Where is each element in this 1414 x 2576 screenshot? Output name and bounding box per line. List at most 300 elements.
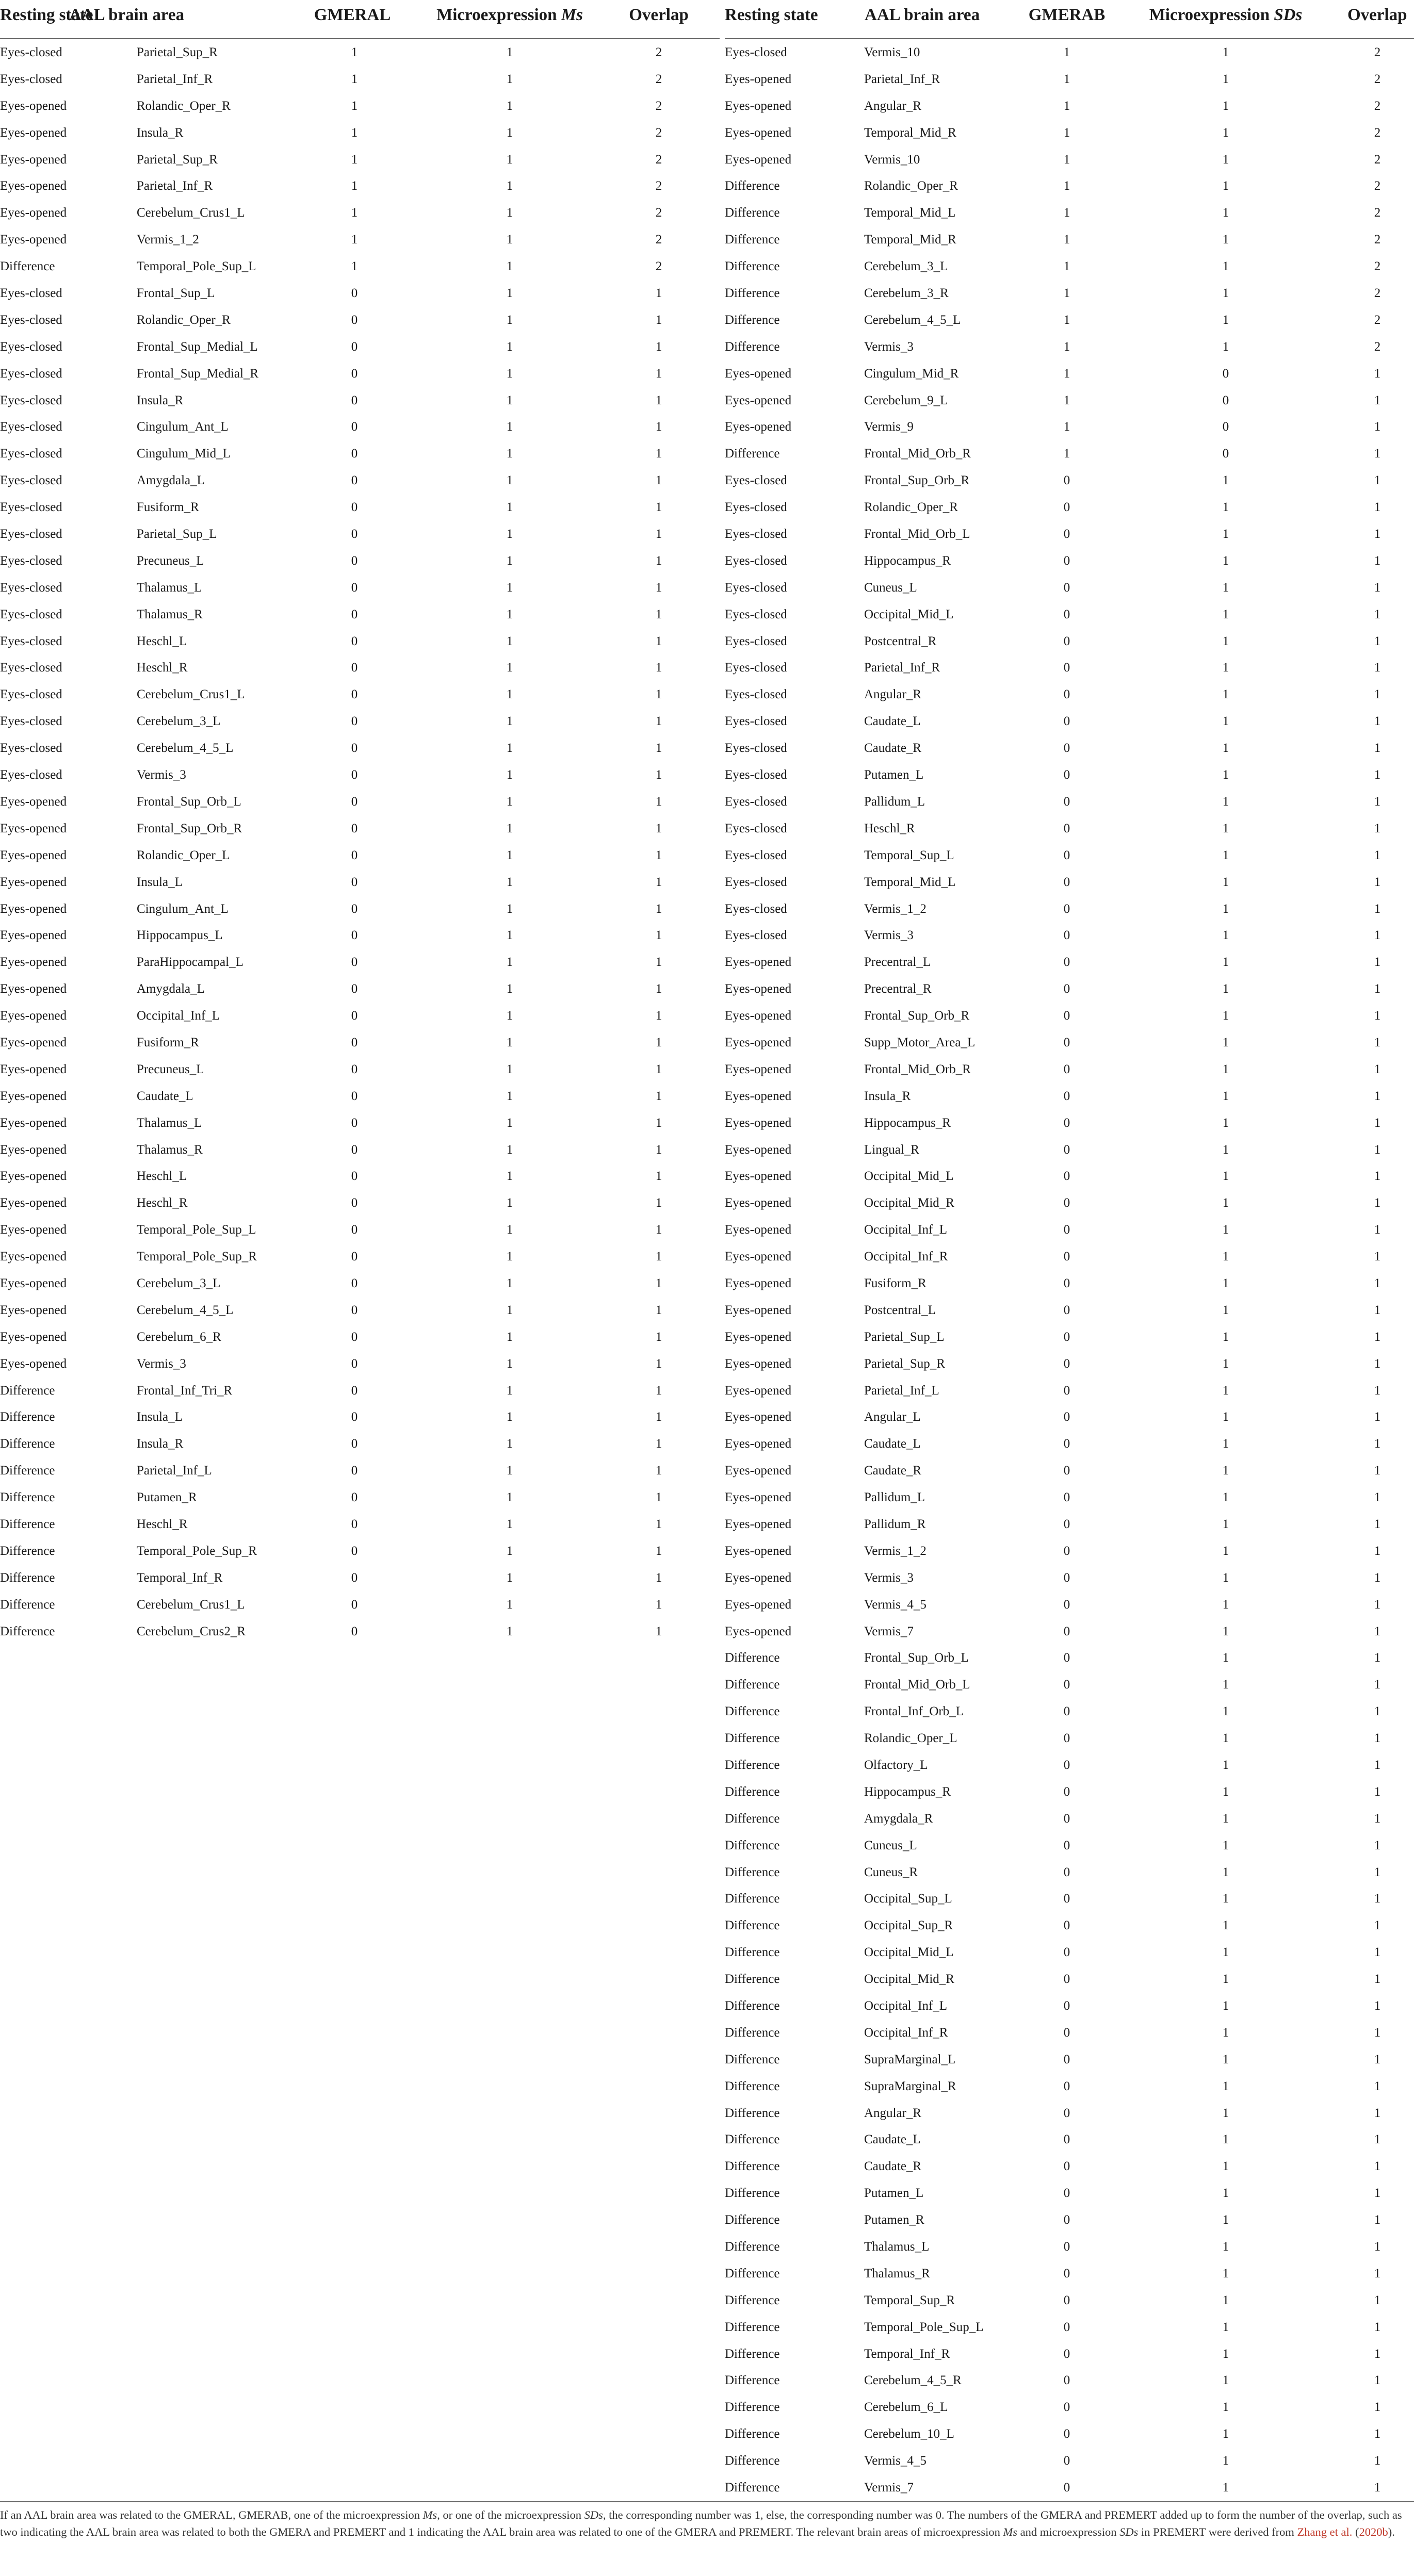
cell-resting-state: Eyes-opened (0, 152, 67, 167)
cell-resting-state: Eyes-opened (725, 982, 792, 996)
cell-microexpression: 1 (506, 955, 513, 970)
cell-gmera: 0 (351, 901, 358, 916)
table-row (725, 226, 1414, 253)
table-row (0, 575, 720, 601)
cell-aal-brain-area: Cuneus_L (864, 580, 917, 595)
cell-aal-brain-area: Thalamus_R (137, 1142, 203, 1157)
cell-gmera: 0 (351, 875, 358, 889)
cell-overlap: 1 (1374, 553, 1381, 568)
table-row (725, 1083, 1414, 1110)
cell-resting-state: Difference (725, 179, 780, 193)
cell-microexpression: 1 (506, 982, 513, 996)
cell-resting-state: Difference (725, 2106, 780, 2120)
cell-resting-state: Eyes-closed (725, 527, 787, 542)
table-row (725, 1538, 1414, 1565)
cell-microexpression: 1 (506, 420, 513, 434)
cell-microexpression: 1 (506, 72, 513, 86)
cell-overlap: 2 (655, 259, 662, 274)
cell-overlap: 1 (1374, 1303, 1381, 1317)
cell-microexpression: 1 (1222, 2025, 1229, 2040)
cell-microexpression: 1 (1222, 1490, 1229, 1505)
cell-aal-brain-area: Precuneus_L (137, 553, 204, 568)
cell-aal-brain-area: Occipital_Mid_R (864, 1972, 954, 1987)
cell-aal-brain-area: Putamen_L (864, 2186, 924, 2201)
cell-resting-state: Eyes-closed (0, 286, 62, 301)
cell-microexpression: 1 (1222, 901, 1229, 916)
cell-microexpression: 1 (1222, 2266, 1229, 2280)
cell-aal-brain-area: Temporal_Mid_L (864, 206, 956, 220)
cell-resting-state: Eyes-opened (725, 1624, 792, 1638)
cell-overlap: 1 (655, 366, 662, 381)
cell-aal-brain-area: Temporal_Inf_R (864, 2347, 950, 2361)
cell-resting-state: Difference (0, 1544, 55, 1558)
cell-overlap: 1 (655, 661, 662, 675)
cell-gmera: 0 (351, 1142, 358, 1157)
cell-gmera: 0 (1063, 2052, 1070, 2066)
cell-microexpression: 1 (1222, 2052, 1229, 2066)
cell-aal-brain-area: Cerebelum_Crus1_L (137, 206, 245, 220)
cell-resting-state: Eyes-closed (725, 741, 787, 756)
cell-overlap: 1 (1374, 1544, 1381, 1558)
cell-resting-state: Eyes-opened (0, 875, 67, 889)
cell-microexpression: 1 (506, 500, 513, 515)
header-microexpression-ms (436, 0, 583, 30)
cell-resting-state: Eyes-closed (725, 607, 787, 621)
cell-overlap: 1 (1374, 2052, 1381, 2066)
cell-overlap: 1 (655, 794, 662, 809)
cell-gmera: 0 (1063, 1918, 1070, 1933)
cell-microexpression: 1 (1222, 1811, 1229, 1826)
cell-microexpression: 1 (1222, 179, 1229, 193)
table-row (0, 307, 720, 334)
cell-resting-state: Difference (725, 2240, 780, 2254)
cell-gmera: 0 (351, 1115, 358, 1130)
cell-gmera: 0 (1063, 2132, 1070, 2147)
cell-resting-state: Difference (725, 2079, 780, 2093)
cell-overlap: 1 (655, 1303, 662, 1317)
cell-gmera: 1 (1063, 313, 1070, 327)
cell-gmera: 0 (1063, 553, 1070, 568)
left-table-body (0, 39, 720, 1645)
cell-microexpression: 1 (506, 527, 513, 542)
cell-gmera: 1 (1063, 339, 1070, 354)
cell-aal-brain-area: Cerebelum_6_L (864, 2400, 948, 2415)
cell-aal-brain-area: Olfactory_L (864, 1758, 928, 1772)
cell-gmera: 0 (1063, 2347, 1070, 2361)
cell-gmera: 0 (1063, 1142, 1070, 1157)
table-row (725, 1966, 1414, 1993)
cell-gmera: 1 (351, 45, 358, 59)
cell-gmera: 0 (1063, 2079, 1070, 2093)
cell-microexpression: 1 (506, 1115, 513, 1130)
cell-overlap: 1 (655, 1383, 662, 1398)
table-bottom-rule (0, 2501, 1414, 2502)
table-row (725, 2314, 1414, 2341)
cell-microexpression: 1 (506, 393, 513, 407)
cell-aal-brain-area: Cingulum_Mid_L (137, 447, 231, 461)
cell-microexpression: 1 (506, 1142, 513, 1157)
table-row (725, 2207, 1414, 2234)
cell-microexpression: 1 (506, 768, 513, 782)
cell-overlap: 1 (655, 741, 662, 756)
cell-resting-state: Eyes-closed (725, 714, 787, 729)
cell-microexpression: 1 (506, 714, 513, 729)
cell-resting-state: Eyes-opened (0, 1330, 67, 1344)
cell-aal-brain-area: Parietal_Inf_R (137, 179, 213, 193)
cell-gmera: 0 (351, 1517, 358, 1531)
table-row (725, 1110, 1414, 1137)
cell-gmera: 0 (351, 527, 358, 542)
cell-overlap: 1 (1374, 1142, 1381, 1157)
table-row (725, 1645, 1414, 1671)
table-row (0, 815, 720, 842)
cell-resting-state: Eyes-opened (0, 1356, 67, 1371)
cell-overlap: 1 (1374, 2347, 1381, 2361)
cell-gmera: 0 (351, 661, 358, 675)
cell-overlap: 1 (1374, 2427, 1381, 2441)
cell-aal-brain-area: Caudate_R (864, 2159, 922, 2174)
cell-overlap: 1 (1374, 1490, 1381, 1505)
cell-microexpression: 1 (1222, 1731, 1229, 1746)
cell-resting-state: Eyes-opened (725, 1250, 792, 1264)
cell-resting-state: Eyes-opened (725, 1490, 792, 1505)
cell-gmera: 0 (1063, 580, 1070, 595)
cell-microexpression: 1 (1222, 152, 1229, 167)
table-row (725, 120, 1414, 146)
right-header-row (725, 0, 1414, 39)
table-row (725, 1698, 1414, 1725)
cell-overlap: 1 (1374, 1223, 1381, 1237)
cell-overlap: 1 (1374, 1972, 1381, 1987)
cell-resting-state: Eyes-opened (0, 206, 67, 220)
left-header-row (0, 0, 720, 39)
table-row (0, 1243, 720, 1270)
cell-resting-state: Eyes-opened (725, 1196, 792, 1210)
cell-overlap: 1 (1374, 473, 1381, 488)
cell-aal-brain-area: Temporal_Mid_R (864, 125, 956, 140)
cell-gmera: 0 (1063, 1784, 1070, 1799)
table-row (725, 521, 1414, 548)
cell-aal-brain-area: Vermis_7 (864, 2481, 914, 2495)
cell-overlap: 1 (655, 955, 662, 970)
table-row (725, 548, 1414, 575)
cell-overlap: 1 (1374, 1464, 1381, 1478)
cell-microexpression: 1 (506, 259, 513, 274)
cell-microexpression: 1 (506, 1089, 513, 1103)
table-row (0, 842, 720, 869)
cell-microexpression: 1 (1222, 2347, 1229, 2361)
cell-gmera: 0 (351, 714, 358, 729)
cell-aal-brain-area: Cerebelum_3_R (864, 286, 949, 301)
cell-gmera: 0 (351, 928, 358, 943)
cell-gmera: 0 (351, 1544, 358, 1558)
cell-aal-brain-area: Occipital_Mid_R (864, 1196, 954, 1210)
cell-microexpression: 1 (506, 1196, 513, 1210)
cell-aal-brain-area: Pallidum_L (864, 794, 925, 809)
cell-resting-state: Eyes-opened (0, 179, 67, 193)
table-row (725, 1404, 1414, 1431)
cell-gmera: 0 (351, 794, 358, 809)
cell-resting-state: Eyes-closed (0, 473, 62, 488)
cell-microexpression: 1 (1222, 580, 1229, 595)
cell-gmera: 1 (351, 179, 358, 193)
header-microexpression-sds (1149, 0, 1303, 30)
table-row (0, 896, 720, 923)
cell-gmera: 0 (351, 420, 358, 434)
cell-resting-state: Eyes-opened (725, 1330, 792, 1344)
cell-gmera: 0 (1063, 1731, 1070, 1746)
table-row (725, 601, 1414, 628)
cell-gmera: 0 (1063, 1169, 1070, 1184)
cell-aal-brain-area: Rolandic_Oper_R (864, 179, 958, 193)
cell-aal-brain-area: Putamen_R (864, 2213, 924, 2227)
cell-gmera: 0 (351, 634, 358, 648)
cell-overlap: 1 (655, 768, 662, 782)
table-row (0, 1377, 720, 1404)
cell-overlap: 1 (1374, 1597, 1381, 1612)
cell-overlap: 1 (1374, 955, 1381, 970)
table-row (725, 2126, 1414, 2153)
cell-aal-brain-area: Cerebelum_Crus1_L (137, 1597, 245, 1612)
table-row (0, 93, 720, 120)
cell-overlap: 1 (1374, 1330, 1381, 1344)
cell-microexpression: 1 (1222, 1303, 1229, 1317)
cell-resting-state: Eyes-opened (0, 955, 67, 970)
cell-overlap: 1 (1374, 447, 1381, 461)
cell-overlap: 1 (1374, 634, 1381, 648)
cell-gmera: 1 (1063, 393, 1070, 407)
cell-gmera: 0 (351, 500, 358, 515)
cell-overlap: 1 (1374, 2159, 1381, 2174)
cell-aal-brain-area: Frontal_Sup_Medial_L (137, 339, 258, 354)
reference-link-author[interactable]: Zhang et al. (1297, 2525, 1353, 2538)
cell-resting-state: Eyes-opened (725, 420, 792, 434)
cell-overlap: 2 (655, 179, 662, 193)
cell-resting-state: Eyes-closed (0, 768, 62, 782)
table-row (0, 1163, 720, 1190)
table-row (0, 789, 720, 815)
cell-microexpression: 1 (1222, 2454, 1229, 2468)
table-row (725, 467, 1414, 494)
cell-resting-state: Eyes-opened (0, 233, 67, 247)
cell-overlap: 1 (655, 527, 662, 542)
cell-aal-brain-area: Thalamus_L (137, 580, 202, 595)
cell-aal-brain-area: Occipital_Sup_L (864, 1892, 952, 1906)
cell-overlap: 1 (655, 313, 662, 327)
header-gmeral: GMERAL (314, 6, 391, 24)
cell-overlap: 2 (1374, 233, 1381, 247)
cell-microexpression: 1 (1222, 1089, 1229, 1103)
table-row (725, 815, 1414, 842)
cell-overlap: 1 (1374, 500, 1381, 515)
cell-aal-brain-area: Occipital_Inf_L (864, 1223, 948, 1237)
cell-resting-state: Difference (725, 2320, 780, 2334)
cell-microexpression: 1 (506, 152, 513, 167)
cell-resting-state: Difference (725, 2347, 780, 2361)
cell-overlap: 1 (655, 447, 662, 461)
cell-overlap: 1 (1374, 1892, 1381, 1906)
cell-resting-state: Difference (725, 2293, 780, 2307)
table-row (725, 334, 1414, 360)
cell-resting-state: Difference (725, 2025, 780, 2040)
cell-gmera: 0 (351, 982, 358, 996)
table-row (725, 39, 1414, 66)
cell-aal-brain-area: Rolandic_Oper_L (137, 848, 230, 862)
cell-overlap: 1 (1374, 1704, 1381, 1719)
cell-gmera: 0 (351, 848, 358, 862)
cell-gmera: 1 (1063, 366, 1070, 381)
cell-gmera: 0 (1063, 1330, 1070, 1344)
cell-microexpression: 1 (1222, 768, 1229, 782)
cell-microexpression: 1 (506, 875, 513, 889)
cell-gmera: 0 (1063, 2213, 1070, 2227)
cell-gmera: 0 (1063, 2159, 1070, 2174)
footnote-ms: Ms (422, 2508, 437, 2521)
cell-aal-brain-area: Insula_R (137, 393, 184, 407)
cell-microexpression: 1 (1222, 1009, 1229, 1023)
table-row (725, 1565, 1414, 1591)
footnote-text-4: and microexpression (1017, 2525, 1120, 2538)
table-row (725, 66, 1414, 93)
cell-microexpression: 1 (1222, 2213, 1229, 2227)
cell-aal-brain-area: Temporal_Sup_L (864, 848, 954, 862)
cell-resting-state: Difference (0, 1597, 55, 1612)
cell-resting-state: Eyes-opened (725, 1089, 792, 1103)
cell-resting-state: Eyes-closed (725, 768, 787, 782)
cell-overlap: 1 (655, 982, 662, 996)
cell-aal-brain-area: Thalamus_L (137, 1115, 202, 1130)
cell-microexpression: 1 (1222, 1223, 1229, 1237)
cell-microexpression: 1 (1222, 1838, 1229, 1852)
table-row (725, 1217, 1414, 1243)
cell-gmera: 0 (1063, 901, 1070, 916)
cell-aal-brain-area: Cerebelum_Crus1_L (137, 687, 245, 702)
cell-gmera: 0 (351, 313, 358, 327)
cell-microexpression: 1 (506, 1330, 513, 1344)
header-micro-italic: Ms (561, 6, 583, 24)
cell-gmera: 1 (1063, 45, 1070, 59)
cell-microexpression: 1 (1222, 45, 1229, 59)
table-row (0, 922, 720, 949)
cell-aal-brain-area: Insula_R (137, 1437, 184, 1451)
cell-overlap: 1 (1374, 1838, 1381, 1852)
cell-gmera: 0 (1063, 687, 1070, 702)
cell-overlap: 1 (1374, 928, 1381, 943)
cell-overlap: 1 (1374, 741, 1381, 756)
cell-microexpression: 1 (1222, 982, 1229, 996)
cell-aal-brain-area: Vermis_3 (864, 928, 914, 943)
cell-overlap: 1 (1374, 2320, 1381, 2334)
cell-aal-brain-area: Heschl_R (864, 821, 915, 835)
table-row (0, 1297, 720, 1324)
cell-gmera: 0 (1063, 634, 1070, 648)
cell-microexpression: 1 (506, 1437, 513, 1451)
cell-resting-state: Eyes-closed (0, 661, 62, 675)
table-row (725, 494, 1414, 521)
table-row (0, 1591, 720, 1618)
cell-microexpression: 1 (506, 607, 513, 621)
cell-overlap: 1 (1374, 2213, 1381, 2227)
cell-microexpression: 1 (1222, 553, 1229, 568)
cell-overlap: 1 (1374, 1410, 1381, 1424)
header-gmerab: GMERAB (1028, 6, 1106, 24)
cell-overlap: 2 (1374, 72, 1381, 86)
cell-overlap: 1 (1374, 366, 1381, 381)
cell-microexpression: 1 (1222, 1544, 1229, 1558)
cell-resting-state: Difference (725, 1972, 780, 1987)
cell-overlap: 2 (1374, 286, 1381, 301)
table-row (725, 789, 1414, 815)
cell-gmera: 0 (1063, 955, 1070, 970)
cell-resting-state: Eyes-opened (0, 1062, 67, 1076)
table-row (725, 1431, 1414, 1457)
cell-overlap: 2 (655, 152, 662, 167)
cell-aal-brain-area: Pallidum_R (864, 1517, 926, 1531)
cell-overlap: 1 (1374, 1918, 1381, 1933)
cell-resting-state: Eyes-opened (0, 794, 67, 809)
cell-resting-state: Eyes-closed (0, 607, 62, 621)
cell-overlap: 1 (655, 580, 662, 595)
cell-aal-brain-area: Cingulum_Mid_R (864, 366, 959, 381)
cell-overlap: 1 (1374, 2266, 1381, 2280)
cell-aal-brain-area: Parietal_Inf_L (137, 1464, 212, 1478)
cell-aal-brain-area: Cerebelum_9_L (864, 393, 948, 407)
cell-microexpression: 1 (1222, 2400, 1229, 2415)
cell-gmera: 0 (1063, 1490, 1070, 1505)
cell-gmera: 1 (351, 206, 358, 220)
cell-microexpression: 1 (1222, 607, 1229, 621)
cell-gmera: 0 (1063, 2240, 1070, 2254)
table-row (725, 1243, 1414, 1270)
cell-microexpression: 1 (506, 1009, 513, 1023)
cell-overlap: 1 (1374, 1624, 1381, 1638)
table-row (0, 681, 720, 708)
cell-overlap: 2 (1374, 99, 1381, 113)
cell-aal-brain-area: Temporal_Pole_Sup_R (137, 1544, 257, 1558)
cell-overlap: 1 (1374, 1865, 1381, 1879)
cell-resting-state: Eyes-closed (0, 687, 62, 702)
footnote-text-5: in PREMERT were derived from (1138, 2525, 1297, 2538)
cell-microexpression: 1 (1222, 1570, 1229, 1585)
cell-microexpression: 1 (1222, 99, 1229, 113)
cell-gmera: 0 (351, 1035, 358, 1049)
cell-gmera: 0 (1063, 1464, 1070, 1478)
cell-aal-brain-area: Supp_Motor_Area_L (864, 1035, 976, 1049)
table-row (725, 1591, 1414, 1618)
cell-microexpression: 1 (506, 1276, 513, 1290)
cell-aal-brain-area: Fusiform_R (137, 500, 199, 515)
cell-aal-brain-area: Cerebelum_4_5_L (137, 741, 234, 756)
cell-microexpression: 1 (506, 473, 513, 488)
cell-aal-brain-area: Caudate_L (864, 2132, 921, 2147)
cell-gmera: 0 (1063, 928, 1070, 943)
cell-overlap: 1 (655, 687, 662, 702)
cell-aal-brain-area: Postcentral_L (864, 1303, 936, 1317)
table-row (0, 1404, 720, 1431)
reference-link-year[interactable]: 2020b (1359, 2525, 1388, 2538)
cell-gmera: 0 (1063, 1570, 1070, 1585)
cell-resting-state: Difference (0, 1464, 55, 1478)
cell-aal-brain-area: Cuneus_L (864, 1838, 917, 1852)
cell-aal-brain-area: Parietal_Inf_R (137, 72, 213, 86)
cell-overlap: 1 (655, 875, 662, 889)
cell-aal-brain-area: Rolandic_Oper_R (137, 313, 231, 327)
table-row (725, 2341, 1414, 2368)
cell-microexpression: 1 (506, 286, 513, 301)
cell-resting-state: Eyes-closed (0, 714, 62, 729)
cell-resting-state: Eyes-opened (0, 1115, 67, 1130)
cell-microexpression: 1 (506, 901, 513, 916)
